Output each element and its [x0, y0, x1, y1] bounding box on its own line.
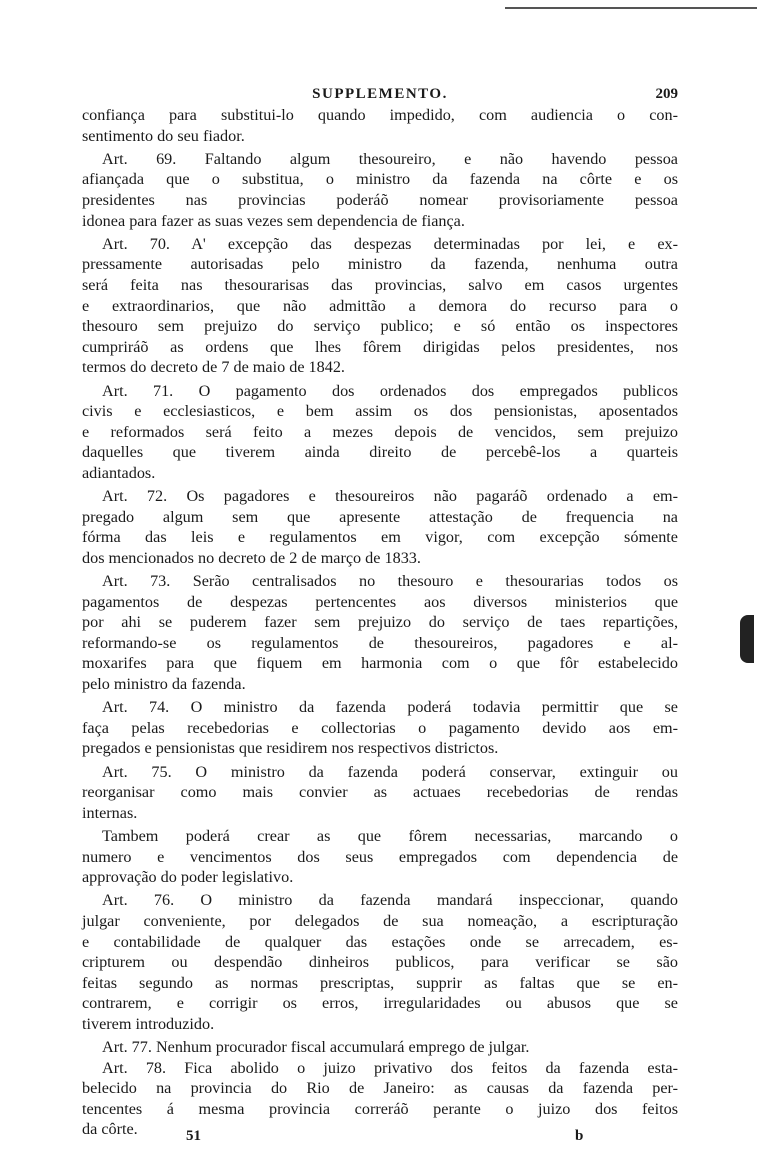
text-line: daquelles que tiverem ainda direito de percebê-los a quarteis: [82, 443, 678, 462]
text-line: será feita nas thesourarisas das provincias, salvo em casos urgentes: [82, 275, 678, 294]
paragraph: [82, 486, 678, 568]
text-line: julgar conveniente, por delegados de sua nomeação, a escripturação: [82, 911, 678, 930]
text-line: adiantados.: [82, 463, 156, 482]
text-line: Art. 78. Fica abolido o juizo privativo dos feitos da fazenda esta-: [102, 1058, 678, 1077]
scan-edge-mark: [740, 615, 754, 663]
text-line: pregados e pensionistas que residirem nos respectivos districtos.: [82, 739, 499, 758]
text-line: pressamente autorisadas pelo ministro da fazenda, nenhuma outra: [82, 255, 678, 274]
page-body: [82, 105, 678, 1140]
paragraph: [82, 1037, 678, 1058]
text-line: da côrte.: [82, 1120, 138, 1139]
text-line: afiançada que o substitua, o ministro da fazenda na côrte e os: [82, 170, 678, 189]
paragraph: [82, 1058, 678, 1140]
text-line: approvação do poder legislativo.: [82, 868, 294, 887]
paragraph: [82, 890, 678, 1034]
text-line: tencentes á mesma provincia correráõ perante o juizo dos feitos: [82, 1099, 678, 1118]
paragraph: [82, 571, 678, 695]
text-line: reformando-se os regulamentos de thesoureiros, pagadores e al-: [82, 633, 678, 652]
text-line: numero e vencimentos dos seus empregados com dependencia de: [82, 847, 678, 866]
text-line: cripturem ou despendão dinheiros publicos, para verificar se são: [82, 953, 678, 972]
paragraph: [82, 381, 678, 484]
text-line: feitas segundo as normas prescriptas, supprir as faltas que se en-: [82, 973, 678, 992]
text-line: fórma das leis e regulamentos em vigor, com excepção sómente: [82, 528, 678, 547]
text-line: Art. 75. O ministro da fazenda poderá conservar, extinguir ou: [102, 762, 678, 781]
text-line: Art. 71. O pagamento dos ordenados dos empregados publicos: [102, 381, 678, 400]
text-line: contrarem, e corrigir os erros, irregularidades ou abusos que se: [82, 994, 678, 1013]
text-line: Art. 74. O ministro da fazenda poderá todavia permittir que se: [102, 698, 678, 717]
text-line: moxarifes para que fiquem em harmonia com o que fôr estabelecido: [82, 654, 678, 673]
text-line: dos mencionados no decreto de 2 de março de 1833.: [82, 548, 421, 567]
text-line: thesouro sem prejuizo do serviço publico; e só então os inspectores: [82, 317, 678, 336]
paragraph: [82, 149, 678, 231]
text-line: faça pelas recebedorias e collectorias o pagamento devido aos em-: [82, 718, 678, 737]
text-line: idonea para fazer as suas vezes sem dependencia de fiança.: [82, 211, 465, 230]
text-line: sentimento do seu fiador.: [82, 126, 245, 145]
text-line: confiança para substitui-lo quando impedido, com audiencia o con-: [82, 106, 678, 124]
text-line: Art. 77. Nenhum procurador fiscal accumulará emprego de julgar.: [102, 1038, 530, 1057]
text-line: Art. 72. Os pagadores e thesoureiros não pagaráõ ordenado a em-: [102, 487, 678, 506]
text-line: pelo ministro da fazenda.: [82, 675, 246, 693]
text-line: Art. 70. A' excepção das despezas determinadas por lei, e ex-: [102, 234, 678, 253]
paragraph: [82, 762, 678, 824]
signature-letter: b: [575, 1128, 584, 1144]
text-line: Art. 73. Serão centralisados no thesouro e thesourarias todos os: [102, 572, 678, 591]
running-title: SUPPLEMENTO.: [312, 86, 448, 102]
text-line: e contabilidade de qualquer das estações onde se arrecadem, es-: [82, 932, 678, 951]
text-line: pagamentos de despezas pertencentes aos diversos ministerios que: [82, 592, 678, 611]
text-line: tiverem introduzido.: [82, 1014, 215, 1033]
text-line: reorganisar como mais convier as actuaes recebedorias de rendas: [82, 783, 678, 802]
text-line: termos do decreto de 7 de maio de 1842.: [82, 358, 345, 377]
text-line: por ahi se puderem fazer sem prejuizo do serviço de taes repartições,: [82, 613, 678, 632]
text-line: presidentes nas provincias poderáõ nomear provisoriamente pessoa: [82, 190, 678, 209]
text-line: Art. 76. O ministro da fazenda mandará inspeccionar, quando: [102, 891, 678, 910]
text-line: belecido na provincia do Rio de Janeiro: as causas da fazenda per-: [82, 1079, 678, 1098]
text-line: Art. 69. Faltando algum thesoureiro, e não havendo pessoa: [102, 149, 678, 168]
text-line: internas.: [82, 803, 138, 822]
text-line: cumpriráõ as ordens que lhes fôrem dirigidas pelos presidentes, nos: [82, 337, 678, 356]
scan-top-rule: [505, 7, 757, 9]
text-line: e extraordinarios, que não admittão a demora do recurso para o: [82, 296, 678, 315]
signature-mark: 51: [186, 1128, 201, 1144]
paragraph: [82, 826, 678, 888]
text-line: Tambem poderá crear as que fôrem necessarias, marcando o: [102, 826, 678, 845]
page-number: 209: [655, 86, 678, 102]
text-line: civis e ecclesiasticos, e bem assim os dos pensionistas, aposentados: [82, 402, 678, 421]
paragraph: [82, 234, 678, 378]
page-header: [82, 86, 678, 106]
paragraph: [82, 697, 678, 759]
text-line: e reformados será feito a mezes depois de vencidos, sem prejuizo: [82, 422, 678, 441]
text-line: pregado algum sem que apresente attestação de frequencia na: [82, 507, 678, 526]
paragraph: [82, 105, 678, 146]
